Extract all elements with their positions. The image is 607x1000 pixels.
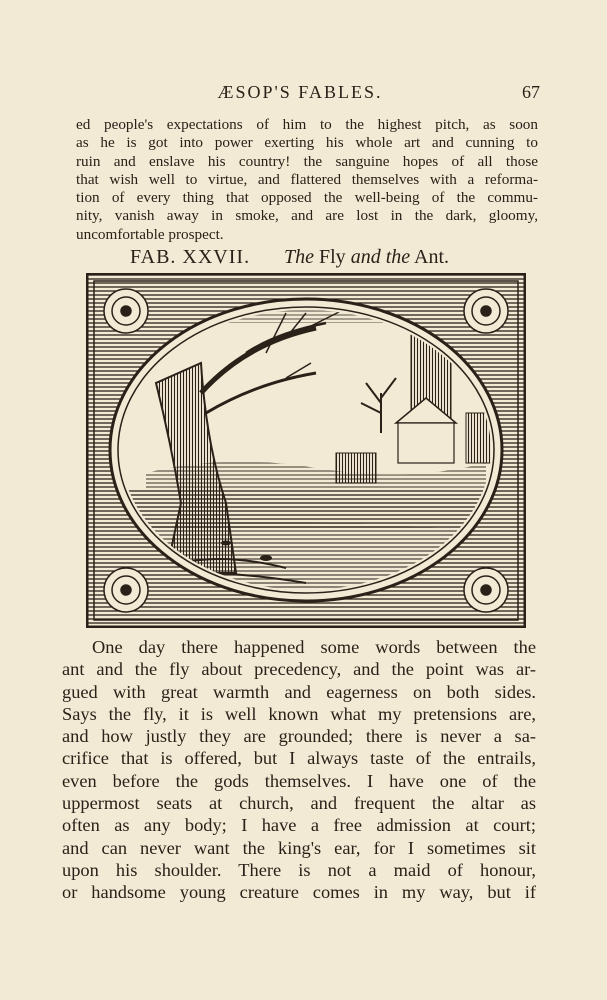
intro-line: ed people's expectations of him to the highest pitch, as soon (76, 116, 538, 133)
intro-line: ruin and enslave his country! the sanguine hopes of all those (76, 152, 538, 170)
fable-number: FAB. XXVII. (130, 246, 251, 268)
woodcut-illustration (86, 273, 526, 628)
intro-line: nity, vanish away in smoke, and are lost in the dark, gloomy, (76, 207, 538, 225)
fable-title-word: Fly (319, 246, 346, 268)
intro-line: that wish well to virtue, and flattered themselves with a reforma- (76, 170, 538, 188)
running-title: ÆSOP'S FABLES. (217, 82, 383, 102)
story-line: and can never want the king's ear, for I sometimes sit (62, 837, 536, 858)
story-line: One day there happened some words between the (92, 637, 536, 657)
page-number: 67 (522, 82, 540, 102)
fable-title-word: The (284, 246, 314, 268)
fable-title-word: and the (350, 246, 411, 268)
fable-title (284, 246, 449, 269)
story-line: or handsome young creature comes in my way, but if (62, 882, 536, 903)
story-line: even before the gods themselves. I have one of the (62, 770, 536, 791)
intro-line: tion of every thing that opposed the well-being of the commu- (76, 189, 538, 207)
fable-heading (90, 246, 510, 272)
intro-paragraph (76, 116, 538, 244)
story-line: ant and the fly about precedency, and the point was ar- (62, 659, 536, 680)
story-line: crifice that is offered, but I always taste of the entrails, (62, 748, 536, 769)
story-line: gued with great warmth and eagerness on both sides. (62, 681, 536, 702)
story-line: often as any body; I have a free admission at court; (62, 815, 536, 836)
story-line: Says the fly, it is well known what my pretensions are, (62, 703, 536, 724)
story-line: uppermost seats at church, and frequent the altar as (62, 793, 536, 814)
intro-line: uncomfortable prospect. (76, 225, 224, 243)
running-head (60, 82, 540, 106)
fable-title-word: Ant. (414, 246, 450, 268)
story-line: upon his shoulder. There is not a maid of honour, (62, 859, 536, 880)
intro-line: as he is got into power exerting his whole art and cunning to (76, 134, 538, 152)
story-line: and how justly they are grounded; there is never a sa- (62, 726, 536, 747)
story-paragraph (62, 636, 536, 904)
